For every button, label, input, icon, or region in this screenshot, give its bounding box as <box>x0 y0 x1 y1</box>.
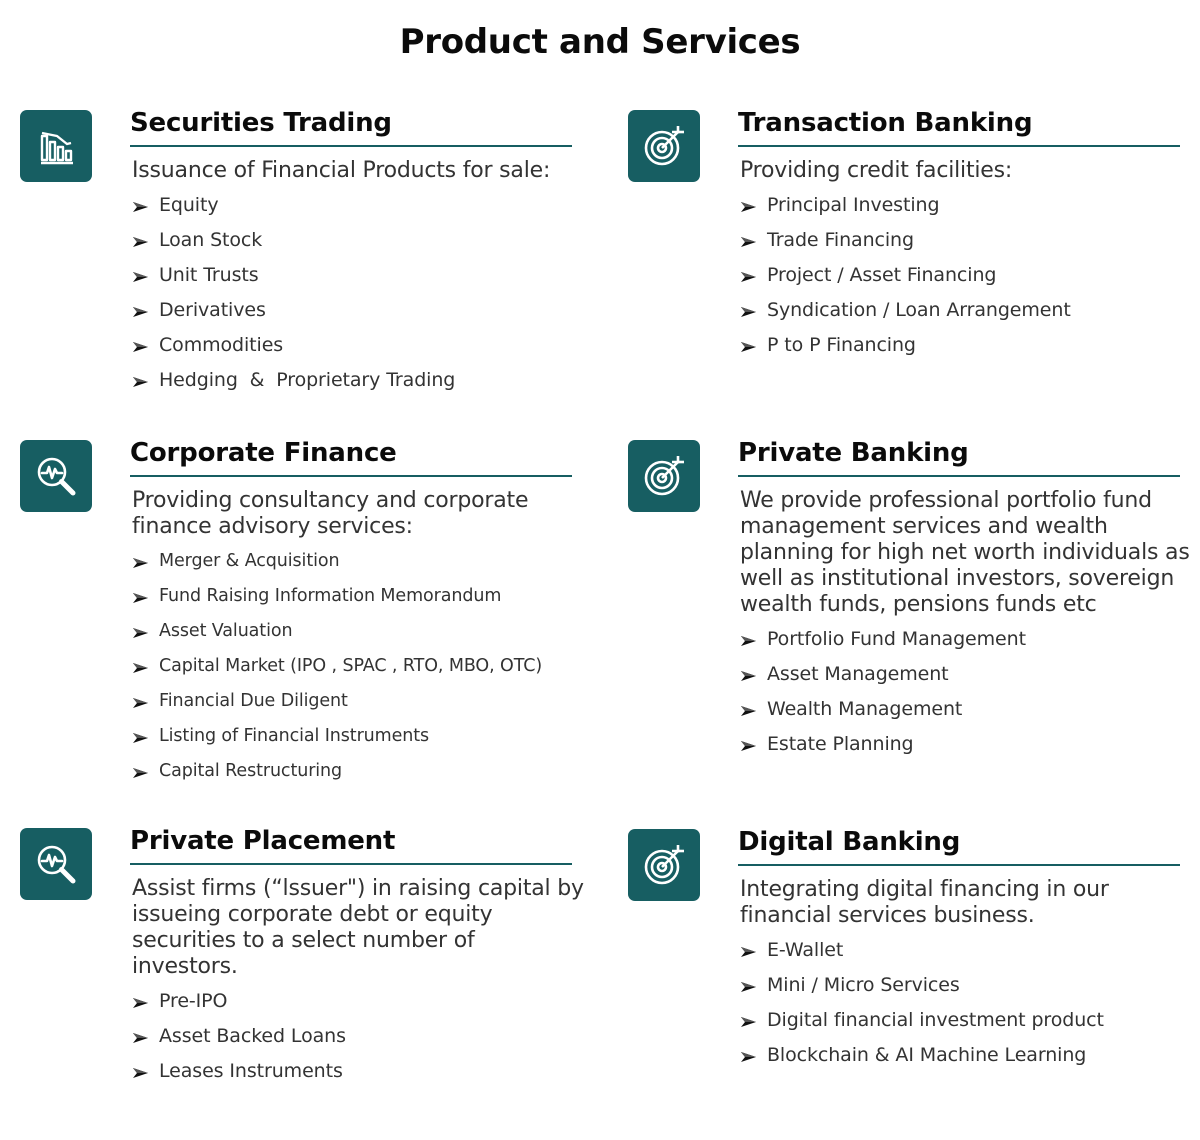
list-item: Asset Management <box>740 657 1192 692</box>
arrow-bullet-icon <box>132 557 149 569</box>
arrow-bullet-icon <box>740 201 757 213</box>
list-item: Estate Planning <box>740 727 1192 762</box>
magnifier-pulse-icon <box>33 841 79 887</box>
list-item: Leases Instruments <box>132 1054 584 1089</box>
private-placement-icon-box <box>20 828 92 900</box>
list-item: Principal Investing <box>740 188 1192 223</box>
section-title: Corporate Finance <box>130 438 397 468</box>
list-item: Unit Trusts <box>132 258 584 293</box>
arrow-bullet-icon <box>132 341 149 353</box>
item-list <box>740 622 1192 762</box>
list-item: Project / Asset Financing <box>740 258 1192 293</box>
list-item: Listing of Financial Instruments <box>132 719 584 754</box>
list-item: Wealth Management <box>740 692 1192 727</box>
magnifier-pulse-icon <box>33 453 79 499</box>
list-item: Mini / Micro Services <box>740 968 1192 1003</box>
list-item: Blockchain & AI Machine Learning <box>740 1038 1192 1073</box>
list-item: Capital Restructuring <box>132 754 584 789</box>
item-list <box>132 984 584 1089</box>
arrow-bullet-icon <box>740 740 757 752</box>
arrow-bullet-icon <box>740 981 757 993</box>
arrow-bullet-icon <box>740 670 757 682</box>
list-item: Loan Stock <box>132 223 584 258</box>
digital-banking-icon-box <box>628 829 700 901</box>
page-title: Product and Services <box>399 22 801 62</box>
arrow-bullet-icon <box>132 201 149 213</box>
arrow-bullet-icon <box>740 1051 757 1063</box>
arrow-bullet-icon <box>132 236 149 248</box>
target-icon <box>641 453 687 499</box>
section-intro: We provide professional portfolio fund management services and wealth planning for high net worth individuals as well as institutional investors, sovereign wealth funds, pensions funds etc <box>740 488 1190 617</box>
arrow-bullet-icon <box>132 997 149 1009</box>
bar-chart-icon <box>33 123 79 169</box>
arrow-bullet-icon <box>132 376 149 388</box>
list-item: Financial Due Diligent <box>132 684 584 719</box>
corporate-finance-icon-box <box>20 440 92 512</box>
section-title: Private Banking <box>738 438 969 468</box>
item-list <box>132 544 584 789</box>
section-divider <box>130 145 572 147</box>
arrow-bullet-icon <box>132 271 149 283</box>
arrow-bullet-icon <box>740 705 757 717</box>
transaction-banking-icon-box <box>628 110 700 182</box>
item-list <box>740 188 1192 363</box>
arrow-bullet-icon <box>132 306 149 318</box>
arrow-bullet-icon <box>740 635 757 647</box>
arrow-bullet-icon <box>132 732 149 744</box>
private-banking-icon-box <box>628 440 700 512</box>
list-item: Asset Valuation <box>132 614 584 649</box>
section-title: Transaction Banking <box>738 108 1033 138</box>
list-item: Fund Raising Information Memorandum <box>132 579 584 614</box>
section-divider <box>130 475 572 477</box>
section-intro: Providing credit facilities: <box>740 158 1013 183</box>
target-icon <box>641 123 687 169</box>
arrow-bullet-icon <box>740 341 757 353</box>
arrow-bullet-icon <box>132 767 149 779</box>
list-item: Hedging & Proprietary Trading <box>132 363 584 398</box>
section-title: Digital Banking <box>738 827 961 857</box>
arrow-bullet-icon <box>740 1016 757 1028</box>
list-item: Commodities <box>132 328 584 363</box>
securities-trading-icon-box <box>20 110 92 182</box>
arrow-bullet-icon <box>740 236 757 248</box>
section-divider <box>738 864 1180 866</box>
list-item: Capital Market (IPO , SPAC , RTO, MBO, OTC) <box>132 649 584 684</box>
list-item: Trade Financing <box>740 223 1192 258</box>
list-item: Portfolio Fund Management <box>740 622 1192 657</box>
section-intro: Integrating digital financing in our financial services business. <box>740 877 1109 928</box>
list-item: Syndication / Loan Arrangement <box>740 293 1192 328</box>
arrow-bullet-icon <box>740 271 757 283</box>
list-item: Digital financial investment product <box>740 1003 1192 1038</box>
list-item: E-Wallet <box>740 933 1192 968</box>
list-item: Pre-IPO <box>132 984 584 1019</box>
arrow-bullet-icon <box>132 697 149 709</box>
section-title: Securities Trading <box>130 108 392 138</box>
section-divider <box>738 145 1180 147</box>
section-title: Private Placement <box>130 826 396 856</box>
arrow-bullet-icon <box>132 1032 149 1044</box>
arrow-bullet-icon <box>132 627 149 639</box>
arrow-bullet-icon <box>132 1067 149 1079</box>
section-intro: Issuance of Financial Products for sale: <box>132 158 551 183</box>
list-item: Derivatives <box>132 293 584 328</box>
section-divider <box>130 863 572 865</box>
section-intro: Providing consultancy and corporate finance advisory services: <box>132 488 529 539</box>
target-icon <box>641 842 687 888</box>
item-list <box>132 188 584 398</box>
list-item: P to P Financing <box>740 328 1192 363</box>
section-divider <box>738 475 1180 477</box>
arrow-bullet-icon <box>740 306 757 318</box>
item-list <box>740 933 1192 1073</box>
arrow-bullet-icon <box>740 946 757 958</box>
list-item: Asset Backed Loans <box>132 1019 584 1054</box>
list-item: Equity <box>132 188 584 223</box>
arrow-bullet-icon <box>132 662 149 674</box>
section-intro: Assist firms (“lssuer") in raising capital by issueing corporate debt or equity securities to a select number of investors. <box>132 876 584 979</box>
list-item: Merger & Acquisition <box>132 544 584 579</box>
arrow-bullet-icon <box>132 592 149 604</box>
